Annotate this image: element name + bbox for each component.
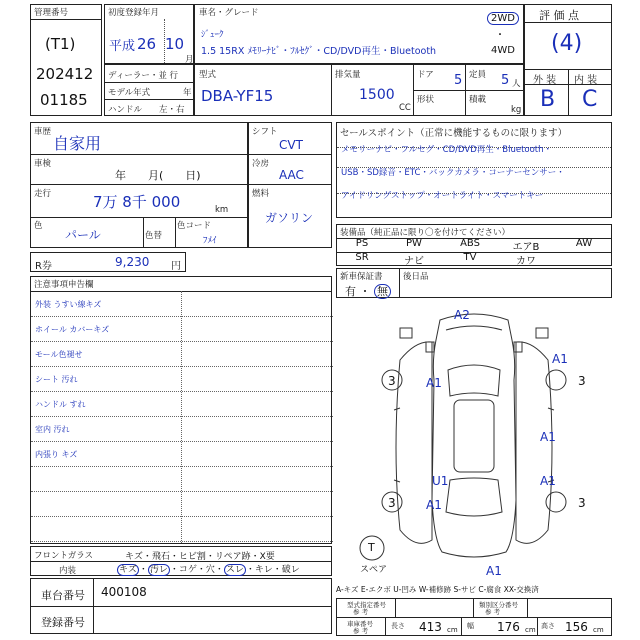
equip-tv: TV bbox=[463, 252, 477, 263]
notes-item: 室内 汚れ bbox=[35, 425, 70, 434]
mgmt-label: 管理番号 bbox=[34, 8, 69, 18]
damage-legend: A-キズ E-エクボ U-凹み W-補修跡 S-サビ C-腐食 XX-交換済 bbox=[336, 585, 539, 594]
cc-unit: CC bbox=[399, 103, 411, 113]
guarantee-circled: 無 bbox=[374, 284, 391, 299]
later-label: 後日品 bbox=[403, 272, 429, 282]
score-box bbox=[524, 4, 612, 116]
recycle-value: 9,230 bbox=[115, 255, 150, 269]
notes-item: モール色褪せ bbox=[35, 350, 83, 359]
dims-width-value: 176 bbox=[497, 620, 520, 634]
mgmt-num1: 202412 bbox=[36, 65, 94, 83]
recycle-box bbox=[30, 252, 186, 272]
reg-label: 初度登録年月 bbox=[108, 8, 160, 18]
shaken-text: 年 月( 日) bbox=[115, 169, 201, 182]
aircon-value: AAC bbox=[279, 168, 304, 182]
notes-item: 外装 うすい線キズ bbox=[35, 300, 102, 309]
color-change-label: 色替 bbox=[145, 231, 163, 241]
equipment-label: 装備品（純正品に限り〇を付けてください） bbox=[340, 228, 511, 238]
color-value: パール bbox=[65, 228, 101, 242]
damage-mark-wheel-lr: 3 bbox=[388, 496, 396, 510]
fuel-value: ガソリン bbox=[265, 211, 314, 225]
damage-mark-right-rear: A1 bbox=[540, 474, 556, 488]
color-code-value: ﾌﾒｲ bbox=[203, 236, 217, 246]
damage-mark-left-rear: A1 bbox=[426, 498, 442, 512]
dims-box bbox=[336, 598, 612, 636]
interior-label: 内装 bbox=[59, 566, 77, 576]
mileage-label: 走行 bbox=[34, 189, 52, 199]
aircon-label: 冷房 bbox=[252, 159, 270, 169]
dims-length-unit: cm bbox=[447, 626, 458, 634]
damage-mark-wheel-rf: 3 bbox=[578, 374, 586, 388]
guarantee-label: 新車保証書 bbox=[340, 272, 383, 282]
score-label: 評 価 点 bbox=[539, 9, 579, 22]
notes-item: 内張り キズ bbox=[35, 450, 78, 459]
equip-pw: PW bbox=[406, 238, 422, 249]
dims-length-label: 長さ bbox=[391, 622, 405, 630]
dims-model-sub: 参 考 bbox=[353, 608, 369, 616]
dealer-box bbox=[104, 64, 194, 116]
notes-divider bbox=[31, 491, 333, 492]
damage-mark-rear: A1 bbox=[486, 564, 502, 578]
notes-divider bbox=[31, 366, 333, 367]
reg-month-unit: 月 bbox=[185, 55, 194, 65]
mileage-value: 7万 8千 000 bbox=[93, 193, 181, 211]
equip-sr: SR bbox=[355, 252, 369, 263]
notes-divider bbox=[31, 441, 333, 442]
shift-value: CVT bbox=[279, 138, 303, 152]
interior-value: キズ ・ 汚レ ・コゲ・穴・ スレ ・キレ・破レ bbox=[119, 565, 300, 575]
vehicle-info-box bbox=[30, 122, 248, 248]
shape-label: 形状 bbox=[417, 95, 435, 105]
points-line-2: USB・SD録音・ETC・バックカメラ・コーナーセンサー・ bbox=[341, 168, 565, 178]
dims-width-unit: cm bbox=[525, 626, 536, 634]
dims-height-unit: cm bbox=[593, 626, 604, 634]
dims-base-sub: 参 考 bbox=[353, 627, 369, 635]
dims-height-label: 高さ bbox=[541, 622, 555, 630]
glass-label: フロントガラス bbox=[34, 551, 93, 561]
chassis-label: 車台番号 bbox=[41, 589, 85, 602]
spare-label: スペア bbox=[360, 565, 388, 575]
score-value: (4) bbox=[551, 31, 583, 56]
damage-mark-rear-glass: U1 bbox=[432, 474, 449, 488]
equip-ps: PS bbox=[355, 238, 369, 249]
color-code-label: 色コード bbox=[177, 221, 212, 231]
chassis-box bbox=[30, 578, 332, 634]
equipment-box bbox=[336, 224, 612, 266]
equip-navi: ナビ bbox=[404, 256, 424, 267]
doors-value: 5 bbox=[454, 73, 463, 88]
notes-divider bbox=[31, 516, 333, 517]
notes-divider bbox=[31, 391, 333, 392]
damage-diagram bbox=[336, 300, 612, 582]
modelyear-unit: 年 bbox=[183, 88, 192, 98]
reg-month: 10 bbox=[165, 35, 185, 53]
capacity-value: 5 bbox=[501, 73, 510, 88]
cc-value: 1500 bbox=[359, 87, 395, 103]
points-label: セールスポイント（正常に機能するものに限ります） bbox=[340, 128, 568, 139]
handle-value: 左・右 bbox=[159, 105, 185, 115]
notes-label: 注意事項申告欄 bbox=[34, 280, 94, 290]
drivetrain-box bbox=[248, 122, 332, 248]
equip-aw: AW bbox=[575, 238, 593, 249]
reg-year: 26 bbox=[137, 35, 157, 53]
mgmt-code: (T1) bbox=[45, 35, 76, 53]
notes-item: ホイール カバーキズ bbox=[35, 325, 110, 334]
name-grade: 1.5 15RX ﾒﾓﾘｰﾅﾋﾞ・ﾌﾙｾｸﾞ・CD/DVD再生・Bluetooth bbox=[201, 46, 437, 57]
spare-tire-mark: T bbox=[368, 541, 375, 554]
color-label: 色 bbox=[34, 221, 43, 231]
shaken-label: 車検 bbox=[34, 159, 52, 169]
capacity-label: 定員 bbox=[469, 70, 487, 80]
load-unit: kg bbox=[511, 105, 522, 115]
dims-class-sub: 参 考 bbox=[485, 608, 501, 616]
points-line-3: アイドリングストップ・オートライト・スマートキー bbox=[341, 191, 544, 201]
mgmt-box bbox=[30, 4, 102, 116]
name-label: 車名・グレード bbox=[199, 8, 259, 18]
damage-mark-right-front: A1 bbox=[552, 352, 568, 366]
notes-box bbox=[30, 276, 332, 544]
glass-value: キズ・飛石・ヒビ割・リペア跡・X要 bbox=[125, 552, 275, 562]
doors-label: ドア bbox=[417, 70, 434, 80]
score-ext-label: 外 装 bbox=[533, 75, 557, 86]
dims-class-label: 類別区分番号 bbox=[479, 601, 518, 609]
damage-mark-wheel-rr: 3 bbox=[578, 496, 586, 510]
score-int: C bbox=[582, 87, 598, 112]
reg-box bbox=[104, 4, 194, 64]
regnum-label: 登録番号 bbox=[41, 616, 85, 629]
drive-4wd: 4WD bbox=[491, 45, 515, 56]
name-box bbox=[194, 4, 524, 64]
notes-item: ハンドル すれ bbox=[35, 400, 86, 409]
history-label: 車歴 bbox=[34, 127, 52, 137]
dims-base-label: 車庫番号 bbox=[347, 620, 373, 628]
type-label: 型式 bbox=[199, 70, 217, 80]
damage-mark-right-mid: A1 bbox=[540, 430, 556, 444]
equip-abs: ABS bbox=[460, 238, 480, 249]
notes-divider bbox=[31, 316, 333, 317]
dims-model-label: 型式指定番号 bbox=[347, 601, 386, 609]
name-model: ｼﾞｭｰｸ bbox=[201, 30, 224, 40]
car-outline bbox=[336, 300, 612, 582]
drive-2wd: 2WD bbox=[487, 12, 519, 25]
capacity-unit: 人 bbox=[512, 79, 521, 89]
points-line-1: メモリーナビ・フルセグ・CD/DVD再生・Bluetooth・ bbox=[341, 145, 553, 155]
damage-mark-left-front: A1 bbox=[426, 376, 442, 390]
dims-width-label: 幅 bbox=[467, 622, 474, 630]
damage-mark-wheel-lf: 3 bbox=[388, 374, 396, 388]
recycle-label: R券 bbox=[35, 261, 52, 272]
cc-label: 排気量 bbox=[335, 70, 361, 80]
specs-box bbox=[194, 64, 524, 116]
dealer-label: ディーラー・並 行 bbox=[108, 71, 179, 81]
sales-points-box bbox=[336, 122, 612, 218]
mgmt-num2: 01185 bbox=[40, 91, 88, 109]
damage-mark-front: A2 bbox=[454, 308, 470, 322]
chassis-value: 400108 bbox=[101, 585, 147, 599]
shift-label: シフト bbox=[252, 127, 278, 137]
notes-divider bbox=[31, 466, 333, 467]
mileage-unit: km bbox=[215, 205, 229, 215]
modelyear-label: モデル年式 bbox=[108, 88, 151, 98]
score-int-label: 内 装 bbox=[574, 75, 598, 86]
notes-item: シート 汚れ bbox=[35, 375, 78, 384]
reg-era: 平成 bbox=[109, 39, 136, 54]
notes-divider bbox=[31, 416, 333, 417]
drive-dot: ・ bbox=[495, 30, 505, 41]
dims-height-value: 156 bbox=[565, 620, 588, 634]
history-value: 自家用 bbox=[53, 134, 102, 153]
fuel-label: 燃料 bbox=[252, 189, 270, 199]
score-ext: B bbox=[540, 87, 556, 112]
guarantee-value: 有 ・ 無 bbox=[345, 283, 391, 299]
notes-divider bbox=[31, 541, 333, 542]
glass-box bbox=[30, 546, 332, 576]
guarantee-box bbox=[336, 268, 612, 298]
load-label: 積載 bbox=[469, 95, 487, 105]
equip-airbag: エアB bbox=[512, 242, 540, 253]
notes-divider bbox=[31, 341, 333, 342]
handle-label: ハンドル bbox=[108, 105, 143, 115]
recycle-unit: 円 bbox=[171, 261, 181, 272]
type-value: DBA-YF15 bbox=[201, 87, 274, 105]
dims-length-value: 413 bbox=[419, 620, 442, 634]
equip-leather: カワ bbox=[516, 256, 536, 267]
